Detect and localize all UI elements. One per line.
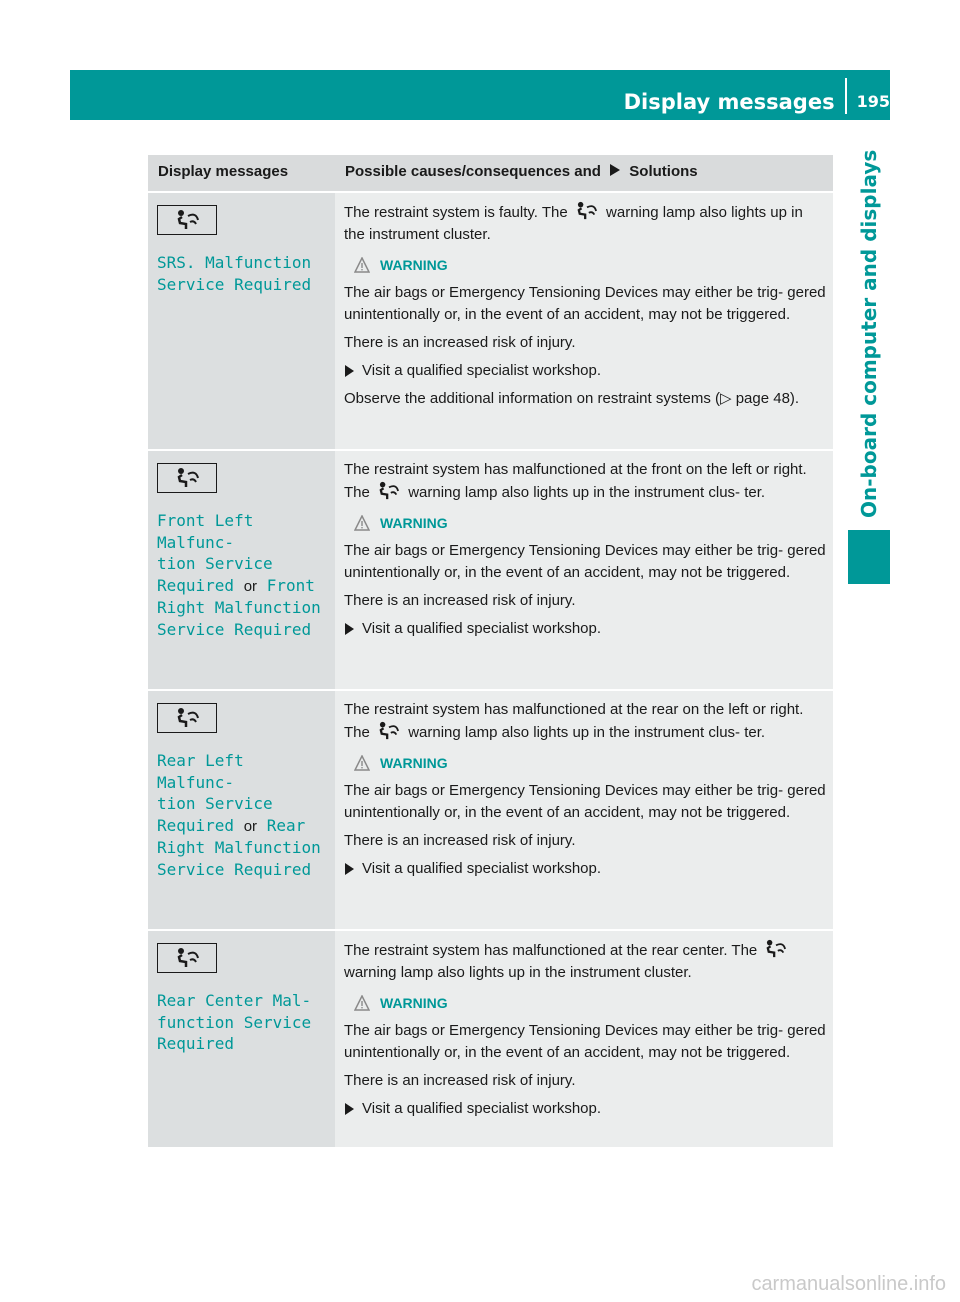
step-text: Visit a qualified specialist workshop. [362, 362, 602, 379]
display-messages-table [148, 155, 833, 1147]
display-message-line: Right Malfunction [157, 838, 321, 857]
display-message-line: Service Required [157, 619, 312, 639]
warning-triangle-icon [354, 755, 370, 771]
or-connector: or [243, 817, 258, 835]
display-message-line-with-or [157, 815, 327, 838]
description-text: warning lamp also lights up in the instrument cluster. [344, 964, 692, 981]
warning-label: WARNING [380, 995, 448, 1011]
display-message-part: Required [157, 815, 235, 835]
warning-text: The air bags or Emergency Tensioning Devices may either be trig- gered unintentionally or, in the event of an accident, may not be triggered. [344, 284, 826, 323]
risk-text: There is an increased risk of injury. [344, 592, 576, 609]
display-message-line: Service Required [157, 859, 312, 879]
airbag-warning-icon [157, 463, 217, 493]
solution-cell [335, 192, 833, 450]
page-number: 195 [856, 92, 890, 111]
solution-step [344, 360, 827, 388]
message-cell [148, 690, 335, 930]
message-cell [148, 450, 335, 690]
solution-arrow-icon [344, 863, 355, 875]
warning-triangle-icon [354, 995, 370, 1011]
description-text: warning lamp also lights up in the instrument cluster. [344, 204, 803, 243]
display-message-part: Rear [266, 815, 306, 835]
display-message-line: SRS. Malfunction [157, 253, 312, 272]
warning-text: The air bags or Emergency Tensioning Devices may either be trig- gered unintentionally or, in the event of an accident, may not be triggered. [344, 782, 826, 821]
description-text: The restraint system has malfunctioned at the front on the left or right. The [344, 461, 807, 501]
header-title: Display messages [623, 90, 835, 114]
display-message-line: tion Service [157, 554, 273, 573]
solution-cell [335, 450, 833, 690]
description-text: The restraint system has malfunctioned at the rear center. The [344, 942, 758, 959]
step-text: Visit a qualified specialist workshop. [362, 1100, 602, 1117]
risk-text: There is an increased risk of injury. [344, 1072, 576, 1089]
display-message-line: Front Left Malfunc‐ [157, 511, 254, 552]
side-tab-block [848, 530, 890, 584]
running-header [624, 88, 890, 116]
display-message-line: Required [157, 1034, 235, 1053]
table-row [148, 930, 833, 1147]
extra-info: Observe the additional information on restraint systems (▷ page 48). [344, 390, 800, 407]
warning-heading [354, 752, 827, 774]
warning-text: The air bags or Emergency Tensioning Devices may either be trig- gered unintentionally or, in the event of an accident, may not be triggered. [344, 542, 826, 581]
solution-cell [335, 690, 833, 930]
description [344, 201, 827, 246]
watermark: carmanualsonline.info [751, 1273, 946, 1295]
warning-heading [354, 992, 827, 1014]
col-header-causes-text: Possible causes/consequences and [345, 163, 601, 180]
display-message-line: function Service [157, 1012, 312, 1032]
display-message-line: Service Required [157, 274, 312, 294]
description [344, 459, 827, 504]
airbag-warning-icon [764, 939, 788, 959]
airbag-warning-icon [157, 205, 217, 235]
solution-arrow-icon [344, 1103, 355, 1115]
message-cell [148, 930, 335, 1147]
airbag-warning-icon [157, 703, 217, 733]
warning-triangle-icon [354, 515, 370, 531]
warning-label: WARNING [380, 257, 448, 273]
col-header-solutions-text: Solutions [629, 163, 698, 180]
airbag-warning-icon [377, 721, 401, 741]
or-connector: or [243, 577, 258, 595]
warning-text: The air bags or Emergency Tensioning Devices may either be trig- gered unintentionally or, in the event of an accident, may not be triggered. [344, 1022, 826, 1061]
description-text: The restraint system has malfunctioned at the rear on the left or right. The [344, 701, 804, 741]
warning-heading [354, 512, 827, 534]
table-row [148, 450, 833, 690]
risk-text: There is an increased risk of injury. [344, 334, 576, 351]
table-row [148, 690, 833, 930]
display-message-line-with-or [157, 575, 327, 598]
solution-arrow-icon [344, 365, 355, 377]
airbag-warning-icon [377, 481, 401, 501]
description-text: warning lamp also lights up in the instrument clus- ter. [408, 724, 766, 741]
description-text: warning lamp also lights up in the instrument clus- ter. [408, 484, 766, 501]
side-tab-label: On-board computer and displays [857, 149, 881, 518]
airbag-warning-icon [575, 201, 599, 221]
table-row [148, 192, 833, 450]
warning-label: WARNING [380, 755, 448, 771]
description [344, 939, 827, 984]
description-text: The restraint system is faulty. The [344, 204, 568, 221]
message-cell [148, 192, 335, 450]
solution-arrow-icon [608, 163, 622, 177]
risk-text: There is an increased risk of injury. [344, 832, 576, 849]
step-text: Visit a qualified specialist workshop. [362, 620, 602, 637]
airbag-warning-icon [157, 943, 217, 973]
step-text: Visit a qualified specialist workshop. [362, 860, 602, 877]
col-header-causes-solutions [335, 155, 833, 192]
display-message-part: Required [157, 575, 235, 595]
solution-arrow-icon [344, 623, 355, 635]
solution-step [344, 858, 827, 886]
solution-cell [335, 930, 833, 1147]
display-message-line: Rear Left Malfunc‐ [157, 751, 244, 792]
warning-label: WARNING [380, 515, 448, 531]
table-header-row [148, 155, 833, 192]
solution-step [344, 1098, 827, 1126]
display-message-line: tion Service [157, 794, 273, 813]
solution-step [344, 618, 827, 646]
display-message-part: Front [266, 575, 315, 595]
display-message-line: Right Malfunction [157, 598, 321, 617]
description [344, 699, 827, 744]
display-message-line: Rear Center Mal‐ [157, 991, 312, 1010]
header-separator [845, 78, 847, 114]
warning-heading [354, 254, 827, 276]
col-header-display-messages: Display messages [148, 155, 335, 192]
warning-triangle-icon [354, 257, 370, 273]
